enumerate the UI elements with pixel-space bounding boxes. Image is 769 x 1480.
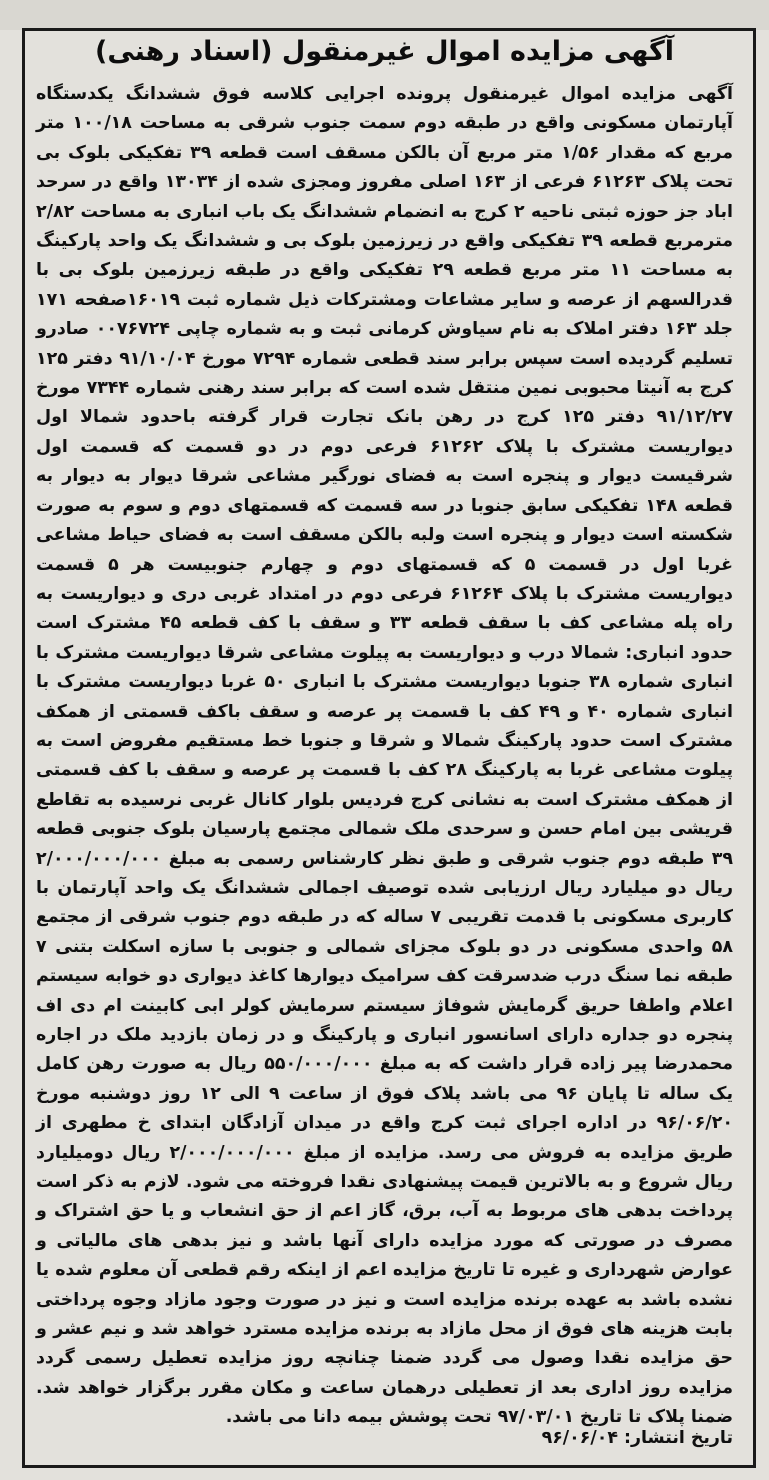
ad-title: آگهی مزایده اموال غیرمنقول (اسناد رهنی): [94, 36, 674, 67]
publish-date: تاریخ انتشار: ۹۶/۰۶/۰۴: [541, 1428, 733, 1448]
ad-body-text: آگهی مزایده اموال غیرمنقول پرونده اجرایی کلاسه فوق ششدانگ یکدستگاه آپارتمان مسکونی واقع در طبقه دوم سمت جنوب شرقی به مساحت ۱۰۰/۱۸ متر مربع که مقدار ۱/۵۶ متر مربع آن بالکن مسقف است قطعه ۳۹ تفکیکی بلوک بی تحت پلاک ۶۱۲۶۳ فرعی از ۱۶۳ اصلی مفروز ومجزی شده از ۱۳۰۳۴ واقع در سرحد اباد جز حوزه ثبتی ناحیه ۲ کرج به انضمام ششدانگ یک باب انباری به مساحت ۲/۸۲ مترمربع قطعه ۳۹ تفکیکی واقع در زیرزمین بلوک بی و ششدانگ یک واحد پارکینگ به مساحت ۱۱ متر مربع قطعه ۲۹ تفکیکی واقع در طبقه زیرزمین بلوک بی با قدرالسهم از عرصه و سایر مشاعات ومشترکات ذیل شماره ثبت ۱۶۰۱۹صفحه ۱۷۱ جلد ۱۶۳ دفتر املاک به نام سیاوش کرمانی ثبت و به شماره چاپی ۰۰۷۶۷۲۴ صادرو تسلیم گردیده است سپس برابر سند قطعی شماره ۷۲۹۴ مورخ ۹۱/۱۰/۰۴ دفتر ۱۲۵ کرج به آنیتا محبوبی نمین منتقل شده است که برابر سند رهنی شماره ۷۳۴۴ مورخ ۹۱/۱۲/۲۷ دفتر ۱۲۵ کرج در رهن بانک تجارت قرار گرفته باحدود شمالا اول دیواریست مشترک با پلاک ۶۱۲۶۲ فرعی دوم در دو قسمت که قسمت اول شرقیست دیوار و پنجره است به فضای نورگیر مشاعی شرقا دیوار به دیوار به قطعه ۱۴۸ تفکیکی سابق جنوبا در سه قسمت که قسمتهای دوم و سوم به صورت شکسته است دیوار و پنجره است ولبه بالکن مسقف است به فضای حیاط مشاعی غربا اول در قسمت ۵ که قسمتهای دوم و چهارم جنوبیست هر ۵ قسمت دیواریست مشترک با پلاک ۶۱۲۶۴ فرعی دوم در امتداد غربی دری و دیواریست به راه پله مشاعی کف با سقف قطعه ۳۳ و سقف با کف قطعه ۴۵ مشترک است حدود انباری: شمالا درب و دیواریست به پیلوت مشاعی شرقا دیواریست مشترک با انباری شماره ۳۸ جنوبا دیواریست مشترک با انباری ۵۰ غربا دیواریست مشترک با انباری شماره ۴۰ و ۴۹ کف با قسمت پر عرصه و سقف باکف قسمتی از همکف مشترک است حدود پارکینگ شمالا و شرقا و جنوبا خط مستقیم مفروض است به پیلوت مشاعی غربا به پارکینگ ۲۸ کف با قسمت پر عرصه و سقف با کف قسمتی از همکف مشترک است به نشانی کرج فردیس بلوار کانال غربی نرسیده به تقاطع قریشی بین امام حسن و سرحدی ملک شمالی مجتمع پارسیان بلوک جنوبی قطعه ۳۹ طبقه دوم جنوب شرقی و طبق نظر کارشناس رسمی به مبلغ ۲/۰۰۰/۰۰۰/۰۰۰ ریال دو میلیارد ریال ارزیابی شده توصیف اجمالی ششدانگ یک واحد آپارتمان با کاربری مسکونی با قدمت تقریبی ۷ ساله که در طبقه دوم جنوب شرقی از مجتمع ۵۸ واحدی مسکونی در دو بلوک مجزای شمالی و جنوبی با سازه اسکلت بتنی ۷ طبقه نما سنگ درب ضدسرقت کف سرامیک دیوارها کاغذ دیواری دو خوابه سیستم اعلام واطفا حریق گرمایش شوفاژ سیستم سرمایش کولر ابی کابینت ام دی اف پنجره دو جداره دارای اسانسور انباری و پارکینگ و در زمان بازدید ملک در اجاره محمدرضا پیر زاده قرار داشت که به مبلغ ۵۵۰/۰۰۰/۰۰۰ ریال به صورت رهن کامل یک ساله تا پایان ۹۶ می باشد پلاک فوق از ساعت ۹ الی ۱۲ روز دوشنبه مورخ ۹۶/۰۶/۲۰ در اداره اجرای ثبت کرج واقع در میدان آزادگان ابتدای خ مطهری از طریق مزایده به فروش می رسد. مزایده از مبلغ ۲/۰۰۰/۰۰۰/۰۰۰ ریال دومیلیارد ریال شروع و به بالاترین قیمت پیشنهادی نقدا فروخته می شود. لازم به ذکر است پرداخت بدهی های مربوط به آب، برق، گاز اعم از حق انشعاب و یا حق اشتراک و مصرف در صورتی که مورد مزایده دارای آنها باشد و نیز بدهی های مالیاتی و عوارض شهرداری و غیره تا تاریخ مزایده اعم از اینکه رقم قطعی آن معلوم شده یا نشده باشد به عهده برنده مزایده است و نیز در صورت وجود مازاد وجوه پرداختی بابت هزینه های فوق از محل مازاد به برنده مزایده مسترد خواهد شد و نیم عشر و حق مزایده نقدا وصول می گردد ضمنا چنانچه روز مزایده تعطیل رسمی گردد مزایده روز اداری بعد از تعطیلی درهمان ساعت و مکان مقرر برگزار خواهد شد. ضمنا پلاک تا تاریخ ۹۷/۰۳/۰۱ تحت پوشش بیمه دانا می باشد.: [36, 84, 734, 1428]
top-torn-strip: [0, 0, 769, 30]
